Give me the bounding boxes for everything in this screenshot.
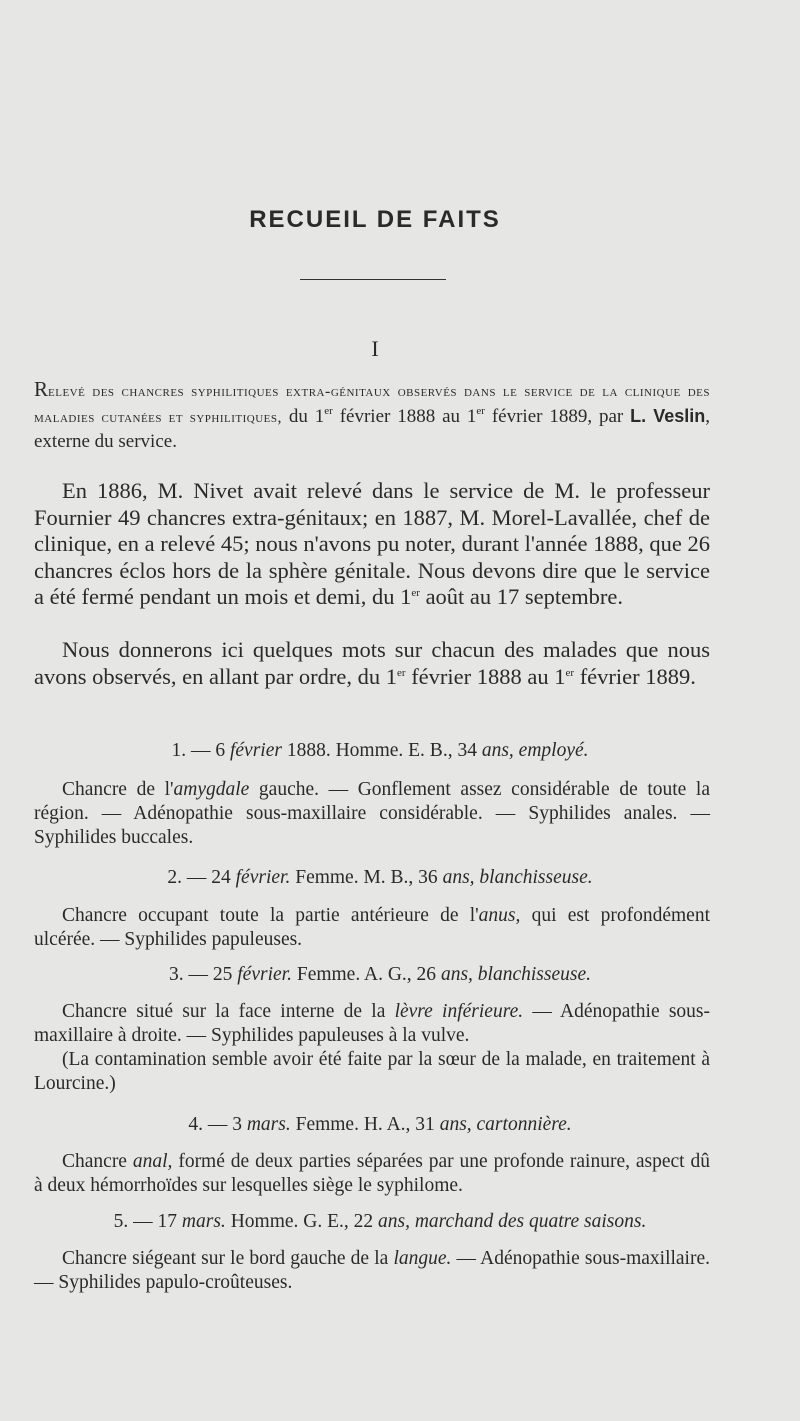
case-site: anal, (132, 1151, 173, 1172)
case-3-heading (0, 963, 760, 987)
case-text: — Adénopathie sous-maxillaire. — Syphilides papulo-croûteuses. (34, 1248, 711, 1293)
intro-sup-1: er (411, 587, 420, 599)
case-date: mars. (246, 1114, 291, 1135)
case-occupation: ans, cartonnière. (439, 1114, 572, 1135)
intro-text-2b: février 1888 au 1 (405, 663, 566, 689)
intro-paragraph-1 (34, 478, 710, 611)
case-date: mars. (181, 1211, 226, 1232)
case-patient: Femme. A. G., 26 (296, 964, 437, 985)
case-site: anus, (478, 905, 521, 926)
heading-sup-1: er (324, 405, 333, 417)
case-patient: Femme. H. A., 31 (295, 1114, 435, 1135)
author-role: , externe du service. (34, 406, 711, 452)
case-number: 1. — 6 (171, 740, 226, 761)
case-text: Chancre (62, 1151, 133, 1172)
case-number: 5. — 17 (113, 1211, 178, 1232)
case-number: 3. — 25 (169, 964, 233, 985)
intro-sup-2b: er (565, 666, 575, 679)
title-divider (300, 279, 446, 280)
case-1-heading (0, 739, 760, 763)
section-number: I (371, 336, 379, 361)
heading-date-2: février 1888 au 1 (332, 406, 477, 427)
heading-small-caps: elevé des chancres syphilitiques extra-génitaux observés dans le service de la clinique des maladies cutanées et syphilitiques, (34, 383, 710, 426)
heading-sup-2: er (476, 405, 485, 417)
case-site: amygdale (173, 779, 250, 800)
case-text: formé de deux parties séparées par une profonde rainure, aspect dû à deux hémorrhoïdes sur lesquelles siège le syphilome. (34, 1151, 710, 1196)
case-4-heading (0, 1113, 760, 1137)
case-date: février (229, 740, 282, 761)
case-date: février. (237, 964, 292, 985)
case-5-description (34, 1247, 710, 1295)
case-text: Chancre occupant toute la partie antérieure de l' (62, 905, 479, 926)
case-1-description (34, 778, 710, 850)
case-text: qui est profondément ulcérée. — Syphilides papuleuses. (34, 905, 710, 950)
case-occupation: ans, marchand des quatre saisons. (378, 1211, 647, 1232)
heading-initial: R (34, 377, 49, 401)
page-title: RECUEIL DE FAITS (249, 206, 501, 233)
case-site: lèvre inférieure. (394, 1001, 524, 1022)
case-patient: Femme. M. B., 36 (295, 867, 438, 888)
case-patient: Homme. G. E., 22 (230, 1211, 374, 1232)
case-patient: 1888. Homme. E. B., 34 (286, 740, 477, 761)
intro-text-2c: février 1889. (574, 663, 696, 689)
case-3-description (34, 1000, 710, 1096)
case-text: Chancre siégeant sur le bord gauche de la (62, 1248, 394, 1269)
case-text: Chancre de l' (62, 779, 174, 800)
case-4-description (34, 1150, 710, 1198)
intro-text-1: En 1886, M. Nivet avait relevé dans le service de M. le professeur Fournier 49 chancres extra-génitaux; en 1887, M. Morel-Lavallée, chef de clinique, en a relevé 45; nous n'avons pu noter, durant l'année 1888, que 26 chancres éclos hors de la sphère génitale. Nous devons dire que le service a été fermé pendant un mois et demi, du 1 (34, 478, 710, 609)
case-number: 4. — 3 (188, 1114, 242, 1135)
case-text: Chancre situé sur la face interne de la (62, 1001, 395, 1022)
intro-paragraph-2 (34, 637, 710, 690)
intro-text-2a: Nous donnerons ici quelques mots sur chacun des malades que nous avons observés, en allant par ordre, du 1 (34, 637, 710, 689)
case-2-heading (0, 866, 760, 890)
case-number: 2. — 24 (167, 867, 231, 888)
case-site: langue. (393, 1248, 452, 1269)
intro-text-1-end: août au 17 septembre. (419, 584, 623, 609)
article-heading (34, 377, 710, 454)
case-occupation: ans, blanchisseuse. (440, 964, 591, 985)
heading-date-3: février 1889, par (484, 406, 631, 427)
case-occupation: ans, employé. (481, 740, 589, 761)
case-text: gauche. — Gonflement assez considérable de toute la région. — Adénopathie sous-maxillaire considérable. — Syphilides anales. — Syphilides buccales. (34, 779, 710, 848)
case-text: — Adénopathie sous-maxillaire à droite. — Syphilides papuleuses à la vulve. (34, 1001, 711, 1046)
case-5-heading (0, 1210, 760, 1234)
intro-sup-2a: er (397, 666, 406, 679)
case-date: février. (235, 867, 291, 888)
case-2-description (34, 904, 710, 952)
case-note: (La contamination semble avoir été faite par la sœur de la malade, en traitement à Lourcine.) (34, 1049, 710, 1094)
case-occupation: ans, blanchisseuse. (442, 867, 593, 888)
author-name: L. Veslin (630, 406, 706, 426)
heading-date-1: du 1 (288, 406, 325, 427)
